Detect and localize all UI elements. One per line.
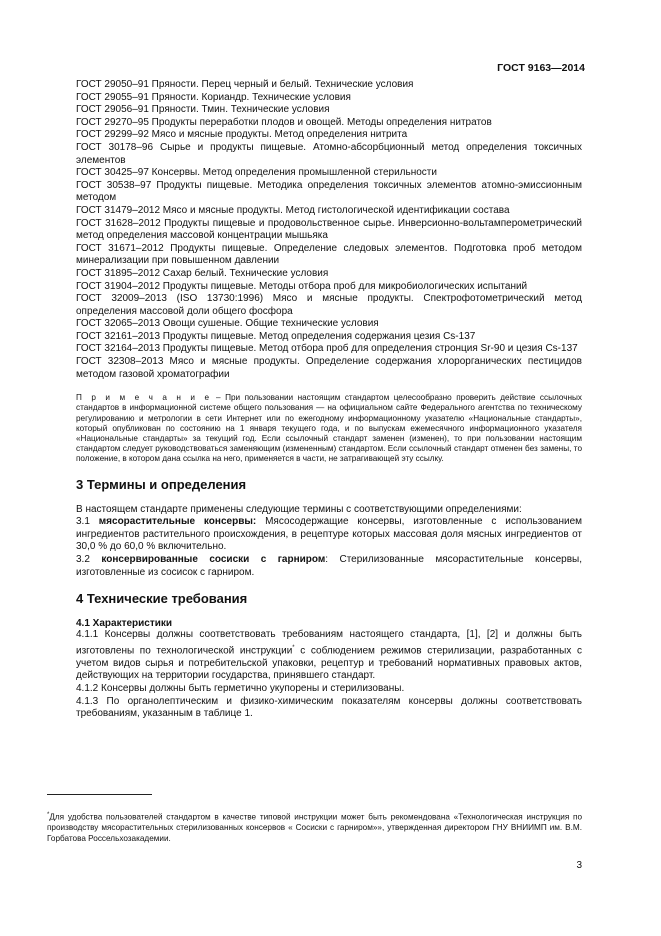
reference-item: ГОСТ 32308–2013 Мясо и мясные продукты. Определение содержания хлорорганических пестицидов методом газовой хроматографии bbox=[76, 356, 582, 380]
reference-item: ГОСТ 32009–2013 (ISO 13730:1996) Мясо и мясные продукты. Спектрофотометрический метод определения массовой доли общего фосфора bbox=[76, 293, 582, 317]
reference-item: ГОСТ 29299–92 Мясо и мясные продукты. Метод определения нитрита bbox=[76, 129, 408, 141]
page-content bbox=[76, 79, 582, 721]
page-number: 3 bbox=[576, 860, 582, 871]
reference-item: ГОСТ 31904–2012 Продукты пищевые. Методы отбора проб для микробиологических испытаний bbox=[76, 280, 528, 292]
reference-item: ГОСТ 31628–2012 Продукты пищевые и продовольственное сырье. Инверсионно-вольтамперометрический метод определения массовой концентрации мышьяка bbox=[76, 217, 582, 242]
reference-item: ГОСТ 32065–2013 Овощи сушеные. Общие технические условия bbox=[76, 318, 379, 330]
section-3-intro: В настоящем стандарте применены следующие термины с соответствующими определениями: bbox=[76, 503, 522, 515]
note-label: П р и м е ч а н и е bbox=[76, 393, 212, 403]
section-3-title: 3 Термины и определения bbox=[76, 476, 247, 492]
reference-item: ГОСТ 30425–97 Консервы. Метод определения промышленной стерильности bbox=[76, 167, 437, 179]
term-definition: : Стерилизованные мясорастительные консервы, изготовленные из сосисок с гарниром. bbox=[76, 554, 583, 578]
term-number: 3.1 bbox=[76, 516, 99, 528]
term-name: мясорастительные консервы: bbox=[98, 516, 257, 528]
reference-item: ГОСТ 29050–91 Пряности. Перец черный и белый. Технические условия bbox=[76, 79, 414, 90]
term-3-2 bbox=[76, 554, 582, 579]
term-name: консервированные сосиски с гарниром bbox=[101, 554, 326, 566]
paragraph-4-1-2: 4.1.2 Консервы должны быть герметично укупорены и стерилизованы. bbox=[76, 682, 405, 694]
reference-item: ГОСТ 31671–2012 Продукты пищевые. Определение следовых элементов. Подготовка проб методом минерализации при повышенном давлении bbox=[76, 242, 582, 267]
paragraph-4-1-3: 4.1.3 По органолептическим и физико-химическим показателям консервы должны соответствовать требованиям, указанным в таблице 1. bbox=[76, 695, 582, 720]
paragraph-text: 4.1.1 Консервы должны соответствовать требованиям настоящего стандарта, [1], [2] и должны быть изготовлены по технологической инструкции bbox=[76, 629, 582, 657]
section-4-title: 4 Технические требования bbox=[76, 591, 248, 607]
reference-item: ГОСТ 29056–91 Пряности. Тмин. Технические условия bbox=[76, 104, 330, 116]
note-text: – При пользовании настоящим стандартом целесообразно проверить действие ссылочных стандартов в информационной системе общего пользования — на официальном сайте Федерального агентства по техническому регулированию и метрологии в сети Интернет или по ежегодному информационному указателю «Национальные стандарты», который опубликован по состоянию на 1 января текущего года, и по выпускам ежемесячного информационного указателя «Национальные стандарты» за текущий год. Если ссылочный стандарт заменен (изменен), то при пользовании настоящим стандартом следует руководствоваться заменяющим (измененным) стандартом. Если ссылочный стандарт отменен без замены, то положение, в котором дана ссылка на него, применяется в части, не затрагивающей эту ссылку. bbox=[76, 393, 582, 464]
reference-item: ГОСТ 31479–2012 Мясо и мясные продукты. Метод гистологической идентификации состава bbox=[76, 204, 510, 216]
reference-item: ГОСТ 29055–91 Пряности. Кориандр. Технические условия bbox=[76, 91, 351, 103]
term-definition: Мясосодержащие консервы, изготовленные с использованием ингредиентов растительного происхождения, в рецептуре которых массовая доля мясных ингредиентов от 30,0 % до 60,0 % включительно. bbox=[76, 516, 583, 553]
subsection-4-1-title: 4.1 Характеристики bbox=[76, 618, 173, 630]
footnote-separator bbox=[47, 794, 152, 795]
references-note bbox=[76, 393, 582, 464]
footnote-text: Для удобства пользователей стандартом в качестве типовой инструкции может быть рекомендована «Технологическая инструкция по производству мясорастительных стерилизованных консервов « Сосиски с гарниром»», утвержденная директором ГНУ ВНИИМП им. В.М. Горбатова Россельхозакадемии. bbox=[47, 812, 582, 843]
term-number: 3.2 bbox=[76, 554, 102, 566]
standard-code-header: ГОСТ 9163—2014 bbox=[497, 62, 585, 74]
term-3-1 bbox=[76, 516, 582, 554]
footnote-marker: * bbox=[292, 644, 295, 651]
reference-item: ГОСТ 30178–96 Сырье и продукты пищевые. Атомно-абсорбционный метод определения токсичных элементов bbox=[76, 141, 582, 166]
reference-item: ГОСТ 31895–2012 Сахар белый. Технические условия bbox=[76, 267, 329, 279]
reference-item: ГОСТ 30538–97 Продукты пищевые. Методика определения токсичных элементов атомно-эмиссионным методом bbox=[76, 179, 582, 204]
paragraph-text: с соблюдением режимов стерилизации, разработанных с учетом видов сырья и потребительской упаковки, рецептур и требований нормативных правовых актов, действующих на территории государства, принявшего стандарт. bbox=[76, 645, 582, 682]
reference-item: ГОСТ 29270–95 Продукты переработки плодов и овощей. Методы определения нитратов bbox=[76, 116, 492, 128]
footnote-marker: * bbox=[47, 812, 50, 818]
paragraph-4-1-1 bbox=[76, 629, 582, 683]
footnote bbox=[47, 810, 582, 844]
reference-item: ГОСТ 32164–2013 Продукты пищевые. Метод отбора проб для определения стронция Sr-90 и цезия Cs-137 bbox=[76, 343, 578, 355]
reference-item: ГОСТ 32161–2013 Продукты пищевые. Метод определения содержания цезия Cs-137 bbox=[76, 330, 476, 342]
normative-references-list bbox=[76, 79, 582, 381]
